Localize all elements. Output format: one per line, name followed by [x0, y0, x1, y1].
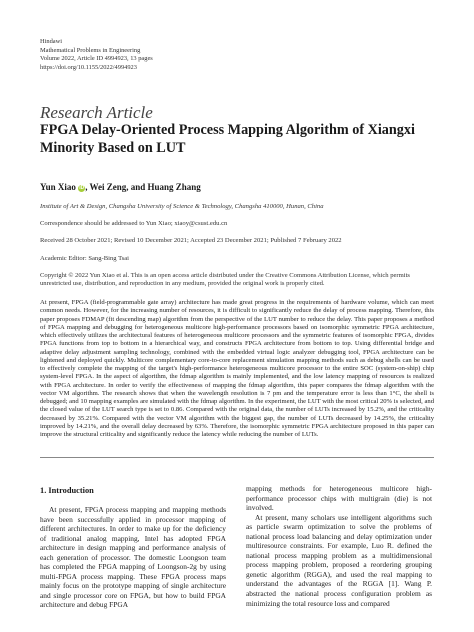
orcid-icon[interactable]: iD: [79, 185, 85, 191]
author-name[interactable]: Yun Xiao: [40, 182, 76, 192]
doi-link[interactable]: https://doi.org/10.1155/2022/4994923: [40, 63, 137, 71]
publisher-name: Hindawi: [40, 38, 63, 45]
correspondence: Correspondence should be addressed to Yun Xiao; xiaoy@csust.edu.cn: [40, 220, 228, 227]
affiliation: Institute of Art & Design, Changsha University of Science & Technology, Changsha 410000, Hunan, China: [40, 203, 324, 210]
section-heading: 1. Introduction: [40, 486, 94, 495]
body-column-right: [246, 484, 432, 608]
section-divider: [40, 457, 434, 458]
abstract: At present, FPGA (field-programmable gate array) architecture has made great progress in the requirements of hardware volume, which can meet common needs. However, for the increasing number of resources, it is difficult to significantly reduce the delay of process mapping. Therefore, this paper proposes FDMAP (fit descending map) algorithm from the perspective of the LUT number to reduce the delay. This paper proposes a method of FPGA mapping and debugging for heterogeneous multicore high-performance processors based on isomorphic symmetric FPGA architecture, which effectively utilizes the architectural features of heterogeneous multicore processors and the symmetric features of isomorphic FPGA, divides FPGA functions from top to bottom in a hierarchical way, and constructs FPGA architecture from bottom to top. Using differential bridge and adaptive delay adjustment sampling technology, combined with the embedded virtual logic analyzer debugging tool, FPGA architecture can be lightened and deployed quickly. Multicore complementary core-to-core replacement simulation mapping methods such as debug shells can be used to effectively complete the mapping of the target's high-performance heterogeneous multicore processor to the entire SOC (system-on-ship) chip system-level FPGA. In the aspect of algorithm, the fdmap algorithm is mainly implemented, and the low latency mapping of resources is realized with FPGA architecture. In order to verify the effectiveness of mapping the fdmap algorithm, this paper compares the fdmap algorithm with the vector VM algorithm. The research shows that when the wavelength resolution is 7 pm and the temperature error is less than 1°C, the shell is debugged; and 10 mapping examples are simulated with the fdmap algorithm. In the experiment, the LUT with the most critical 20% is selected, and the closed value of the LUT search type is set to 0.86. Compared with the original data, the number of LUTs increased by 15.2%, and the criticality decreased by 35.21%. Compared with the vector VM algorithm with the biggest gap, the number of LUTs decreased by 14.25%, the criticality improved by 14.21%, and the overall delay decreased by 63%. Therefore, the isomorphic symmetric FPGA architecture proposed in this paper can improve the structural criticality and significantly reduce the latency while reducing the number of LUTs.: [40, 299, 434, 438]
body-column-left: [40, 505, 226, 610]
academic-editor: Academic Editor: Sang-Bing Tsai: [40, 255, 129, 262]
article-type: Research Article: [40, 103, 153, 122]
body-paragraph: mapping methods for heterogeneous multicore high-performance processor chips with multigrain (die) is not involved.: [246, 484, 432, 513]
coauthors: , Wei Zeng, and Huang Zhang: [85, 182, 201, 192]
publication-dates: Received 28 October 2021; Revised 10 December 2021; Accepted 23 December 2021; Published 7 February 2022: [40, 237, 342, 244]
volume-info: Volume 2022, Article ID 4994923, 13 pages: [40, 55, 153, 63]
body-paragraph: At present, many scholars use intelligent algorithms such as particle swarm optimization to solve the problems of national process load balancing and delay optimization under multiresource constraints. For example, Luo R. defined the national process mapping problem as a multidimensional process mapping problem, proposed a reordering grouping genetic algorithm (RGGA), and used the real mapping to understand the advantages of the RGGA [1]. Wang P. abstracted the national process configuration problem as minimizing the total resource loss and compared: [246, 512, 432, 608]
author-list: [40, 182, 201, 192]
body-paragraph: At present, FPGA process mapping and mapping methods have been successfully applied in processor mapping of different architectures. In order to make up for the deficiency of traditional analog mapping, Intel has adopted FPGA architecture in design mapping and performance analysis of each generation of processor. The domestic Loongson team has completed the FPGA mapping of Loongson-2g by using multi-FPGA process mapping. These FPGA process maps mainly focus on the prototype mapping of single architecture and single processor core on FPGA, but how to build FPGA architecture and debug FPGA: [40, 505, 226, 610]
paper-title: FPGA Delay-Oriented Process Mapping Algorithm of Xiangxi Minority Based on LUT: [40, 122, 415, 156]
journal-name: Mathematical Problems in Engineering: [40, 46, 141, 54]
copyright-notice: Copyright © 2022 Yun Xiao et al. This is an open access article distributed under the Creative Commons Attribution License, which permits unrestricted use, distribution, and reproduction in any medium, provided the original work is properly cited.: [40, 272, 410, 288]
journal-header: [40, 38, 153, 72]
